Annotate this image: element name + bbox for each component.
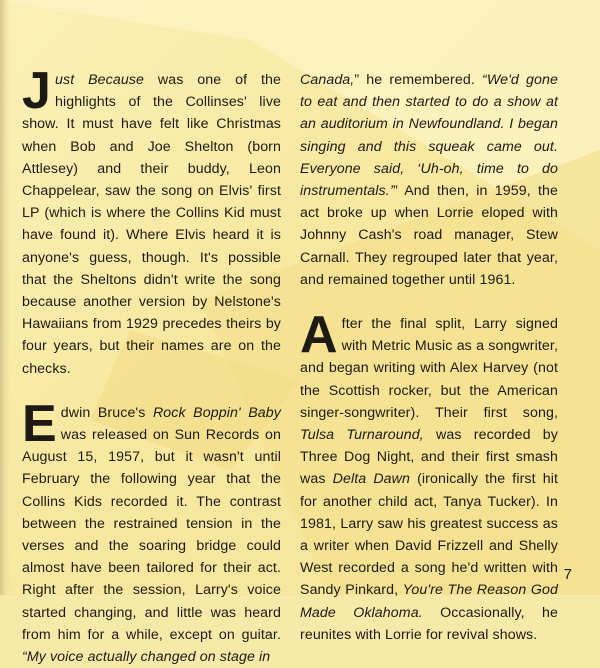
paragraph-text: ” And then, in 1959, the act broke up when Lorrie eloped with Johnny Cash's road manager, Stew Carnall. They regrouped later that year, and remained together until 1961. [300, 183, 558, 288]
song-title: Rock Boppin' Baby [152, 404, 281, 421]
drop-cap: E [22, 394, 57, 453]
paragraph-canada-quote [300, 69, 558, 291]
song-title: ust Because [55, 72, 145, 88]
right-column [300, 69, 558, 646]
song-title: You're The Reason God Made Oklahoma. [300, 582, 558, 621]
page-number: 7 [563, 566, 572, 583]
paragraph-text: was recorded by Three Dog Night, and their first smash was [300, 427, 558, 488]
paragraph-text: was released on Sun Records on August 15, 1957, but it wasn't until February the following year that the Collins Kids recorded it. The contrast between the restrained tension in the verses and the soaring bridge could almost have been tailored for their act. Right after the session, Larry's voice started changing, and little was heard from him for a while, except on guitar. [22, 427, 281, 643]
quote-text: “We'd gone to eat and then started to do a show at an auditorium in Newfoundland. I began singing and this squeak came out. Everyone said, ‘Uh-oh, time to do instrumentals.’ [300, 72, 558, 200]
song-title: Delta Dawn [332, 471, 410, 488]
quote-text: “My voice actually changed on stage in [22, 649, 271, 666]
left-column [22, 62, 281, 668]
drop-cap: A [300, 306, 338, 365]
song-title: Tulsa Turnaround, [300, 427, 424, 444]
drop-cap: J [22, 62, 52, 120]
paragraph-after-split [300, 306, 558, 646]
paragraph-text: Occasionally, he reunites with Lorrie for revival shows. [300, 604, 558, 643]
paragraph-text: fter the final split, Larry signed with Metric Music as a songwriter, and began writing with Alex Harvey (not the Scottish rocker, but the American singer-songwriter). Their first song, [300, 316, 558, 421]
quote-text: Canada, [300, 72, 355, 88]
paragraph-rock-boppin-baby [22, 394, 281, 668]
paragraph-text: dwin Bruce's [60, 404, 153, 421]
paragraph-text: ” he remembered. [354, 72, 483, 88]
binding-edge [0, 0, 10, 595]
paragraph-text: (ironically the first hit for another child act, Tanya Tucker). In 1981, Larry saw his greatest success as a writer when David Frizzell and Shelly West recorded a song he'd written with Sandy Pinkard, [300, 471, 558, 599]
paragraph-just-because [22, 62, 281, 380]
paragraph-text: was one of the highlights of the Collinses' live show. It must have felt like Christmas when Bob and Joe Shelton (born Attlesey) and their buddy, Leon Chappelear, saw the song on Elvis' first LP (which is where the Collins Kid must have found it). Where Elvis heard it is anyone's guess, though. It's possible that the Sheltons didn't write the song because another version by Nelstone's Hawaiians from 1929 precedes theirs by four years, but their names are on the checks. [22, 72, 281, 377]
